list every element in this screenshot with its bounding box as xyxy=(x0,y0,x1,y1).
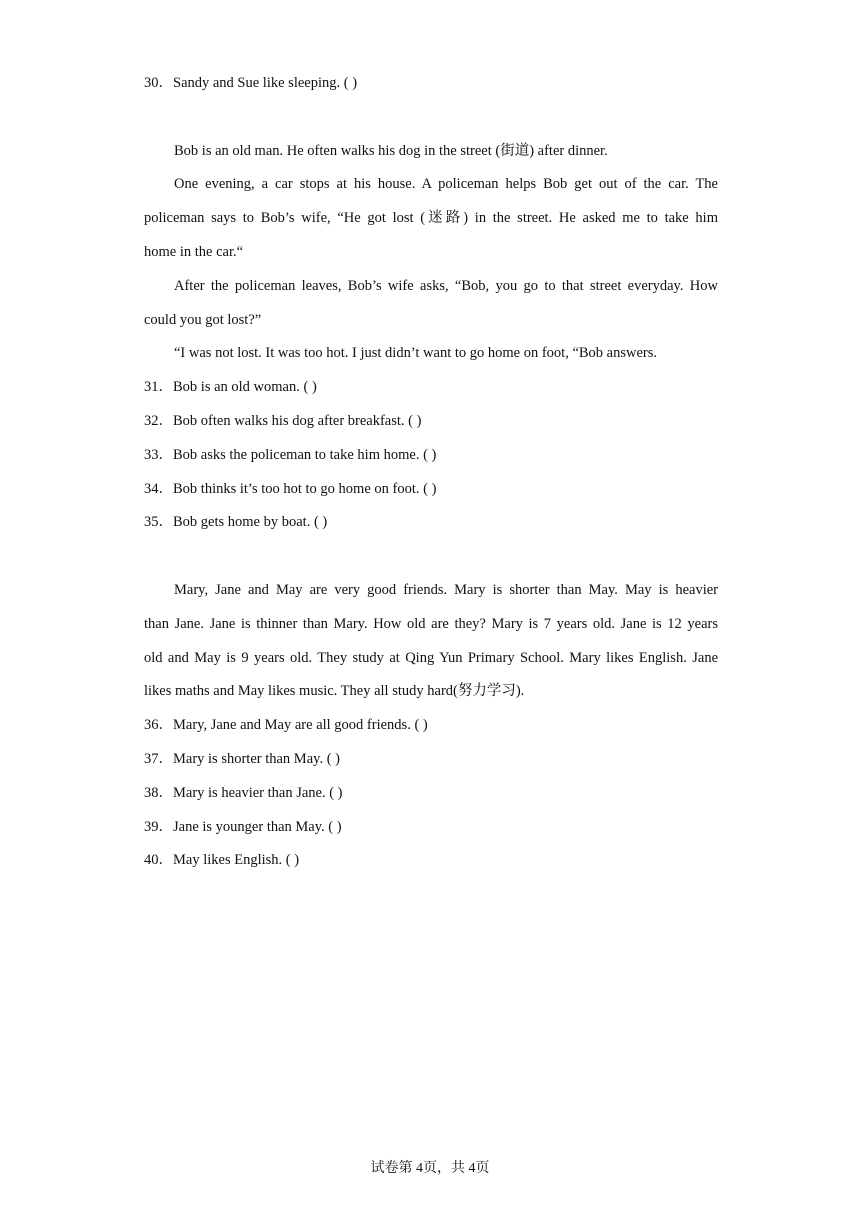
question-36: 36．Mary, Jane and May are all good friends. ( ) xyxy=(144,717,428,733)
question-39: 39．Jane is younger than May. ( ) xyxy=(144,819,342,835)
question-33: 33．Bob asks the policeman to take him home. ( ) xyxy=(144,447,437,463)
question-31: 31．Bob is an old woman. ( ) xyxy=(144,379,317,395)
page-footer: 试卷第 4页，共 4页 xyxy=(370,1161,490,1176)
question-37: 37．Mary is shorter than May. ( ) xyxy=(144,751,340,767)
passage-mary-line-2: than Jane. Jane is thinner than Mary. How old are they? Mary is 7 years old. Jane is 12 years xyxy=(144,616,718,632)
passage-bob-line-7: “I was not lost. It was too hot. I just didn’t want to go home on foot, “Bob answers. xyxy=(174,345,658,361)
passage-mary-line-3: old and May is 9 years old. They study at Qing Yun Primary School. Mary likes English. Jane xyxy=(144,650,718,666)
passage-bob-line-1: Bob is an old man. He often walks his dog in the street (街道) after dinner. xyxy=(174,143,608,159)
passage-bob-line-6: could you got lost?” xyxy=(144,312,262,328)
passage-bob-line-4: home in the car.“ xyxy=(144,244,244,260)
question-40: 40．May likes English. ( ) xyxy=(144,852,300,868)
passage-bob-line-2: One evening, a car stops at his house. A policeman helps Bob get out of the car. The xyxy=(174,176,718,192)
question-38: 38．Mary is heavier than Jane. ( ) xyxy=(144,785,343,801)
passage-mary-line-4: likes maths and May likes music. They all study hard(努力学习). xyxy=(144,683,525,699)
passage-bob-line-5: After the policeman leaves, Bob’s wife asks, “Bob, you go to that street everyday. How xyxy=(174,278,718,294)
passage-mary-line-1: Mary, Jane and May are very good friends. Mary is shorter than May. May is heavier xyxy=(174,582,718,598)
question-35: 35．Bob gets home by boat. ( ) xyxy=(144,514,328,530)
question-32: 32．Bob often walks his dog after breakfast. ( ) xyxy=(144,413,422,429)
passage-bob-line-3: policeman says to Bob’s wife, “He got lost (迷路) in the street. He asked me to take him xyxy=(144,210,718,226)
question-34: 34．Bob thinks it’s too hot to go home on foot. ( ) xyxy=(144,481,437,497)
question-30: 30．Sandy and Sue like sleeping. ( ) xyxy=(144,75,358,91)
